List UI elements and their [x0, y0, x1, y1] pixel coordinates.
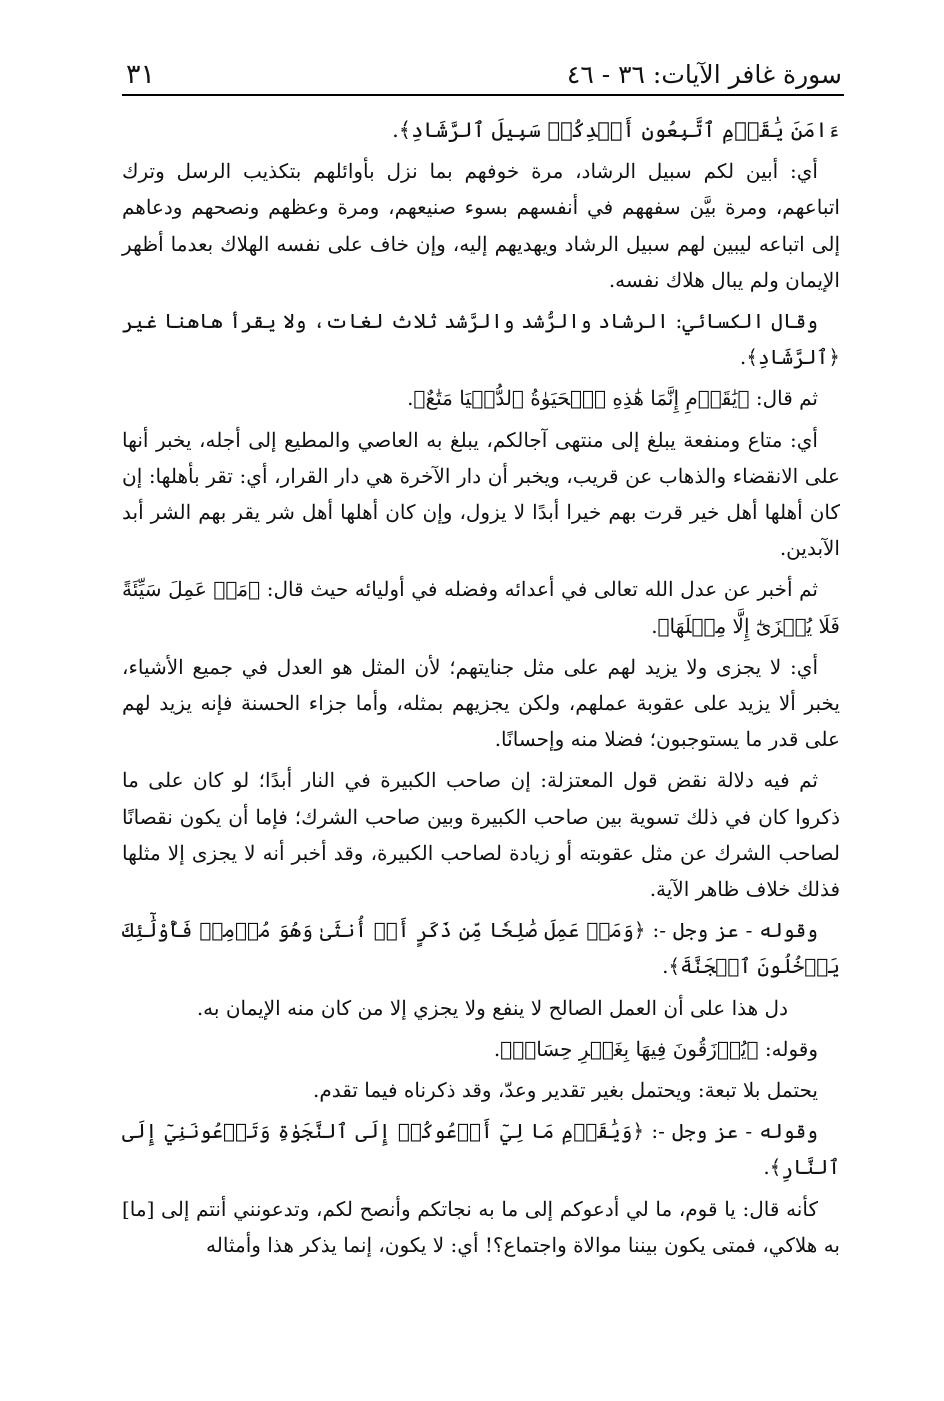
verse-quote-paragraph: ثم أخبر عن عدل الله تعالى في أعدائه وفضله في أوليائه حيث قال: ﴿مَنۡ عَمِلَ سَيِّئَةً فَلَا يُجۡزَىٰٓ إِلَّا مِثۡلَهَا﴾.	[122, 577, 840, 638]
commentary-paragraph: أي: أبين لكم سبيل الرشاد، مرة خوفهم بما نزل بأوائلهم بتكذيب الرسل وترك اتباعهم، ومرة بيَّن سفههم في أنفسهم بسوء صنيعهم، ومرة وعظهم ونصحهم ودعاهم إلى اتباعه ليبين لهم سبيل الرشاد ويهديهم إليه، وإن خاف على نفسه الهلاك بعدما أظهر الإيمان ولم يبال هلاك نفسه.	[122, 159, 840, 292]
page-number: ٣١	[126, 59, 156, 90]
verse-line: ءَامَنَ يَٰقَوۡمِ ٱتَّبِعُونِ أَهۡدِكُمۡ سَبِيلَ ٱلرَّشَادِ﴾.	[392, 118, 840, 142]
commentary-paragraph: ثم فيه دلالة نقض قول المعتزلة: إن صاحب الكبيرة في النار أبدًا؛ لو كان على ما ذكروا كان في ذلك تسوية بين صاحب الكبيرة وبين صاحب الشرك؛ فإما أن يكون نقصانًا لصاحب الشرك عن مثل عقوبته أو زيادة لصاحب الكبيرة، وقد أخبر أنه لا يجزى إلا مثلها فذلك خلاف ظاهر الآية.	[122, 768, 840, 902]
page-header	[122, 52, 844, 96]
verse-quote-paragraph: ثم قال: ﴿يَٰقَوۡمِ إِنَّمَا هَٰذِهِ ٱلۡحَيَوٰةُ ٱلدُّنۡيَا مَتَٰعٌ﴾.	[407, 386, 818, 411]
verse-quote-paragraph: وقوله: ﴿يُرۡزَقُونَ فِيهَا بِغَيۡرِ حِسَابٖ﴾.	[493, 1036, 818, 1061]
verse-quote-paragraph: وقوله - عز وجل -: ﴿وَيَٰقَوۡمِ مَا لِيٓ أَدۡعُوكُمۡ إِلَى ٱلنَّجَوٰةِ وَتَدۡعُونَنِيٓ إِلَى ٱلنَّارِ﴾.	[122, 1119, 840, 1180]
verse-quote-paragraph: وقوله - عز وجل -: ﴿وَمَنۡ عَمِلَ صَٰلِحٗا مِّن ذَكَرٍ أَوۡ أُنثَىٰ وَهُوَ مُؤۡمِنٞ فَأُوْلَٰٓئِكَ يَدۡخُلُونَ ٱلۡجَنَّةَ﴾.	[122, 918, 840, 979]
commentary-paragraph: وقال الكسائي: الرشاد والرُّشد والرَّشد ثلاث لغات، ولا يقرأ هاهنا غير ﴿ٱلرَّشَادِ﴾.	[122, 309, 840, 370]
surah-title: سورة غافر الآيات: ٣٦ - ٤٦	[566, 60, 842, 89]
commentary-paragraph: أي: لا يجزى ولا يزيد لهم على مثل جنايتهم؛ لأن المثل هو العدل في جميع الأشياء، يخبر ألا يزيد على عقوبة عملهم، ولكن يجزيهم بمثله، وأما جزاء الحسنة فإنه يزيد لهم على قدر ما يستوجبون؛ فضلا منه وإحسانًا.	[122, 654, 840, 752]
commentary-paragraph: يحتمل بلا تبعة: ويحتمل بغير تقدير وعدّ، وقد ذكرناه فيما تقدم.	[313, 1078, 818, 1103]
commentary-paragraph: كأنه قال: يا قوم، ما لي أدعوكم إلى ما به نجاتكم وأنصح لكم، وتدعونني أنتم إلى [ما] به هلاكي، فمتى يكون بيننا موالاة واجتماع؟! أي: لا يكون، إنما يذكر هذا وأمثاله	[122, 1196, 840, 1257]
page-body	[122, 112, 840, 1268]
commentary-paragraph: دل هذا على أن العمل الصالح لا ينفع ولا يجزي إلا من كان منه الإيمان به.	[196, 995, 788, 1020]
commentary-paragraph: أي: متاع ومنفعة يبلغ إلى منتهى آجالكم، يبلغ به العاصي والمطيع إلى أجله، يخبر أنها على الانقضاء والذهاب عن قريب، ويخبر أن دار الآخرة هي دار القرار، أي: تقر بأهلها: إن كان أهلها أهل خير قرت بهم خيرا أبدًا لا يزول، وإن كان أهلها أهل شر يقر بهم الشر أبد الآبدين.	[122, 427, 840, 561]
